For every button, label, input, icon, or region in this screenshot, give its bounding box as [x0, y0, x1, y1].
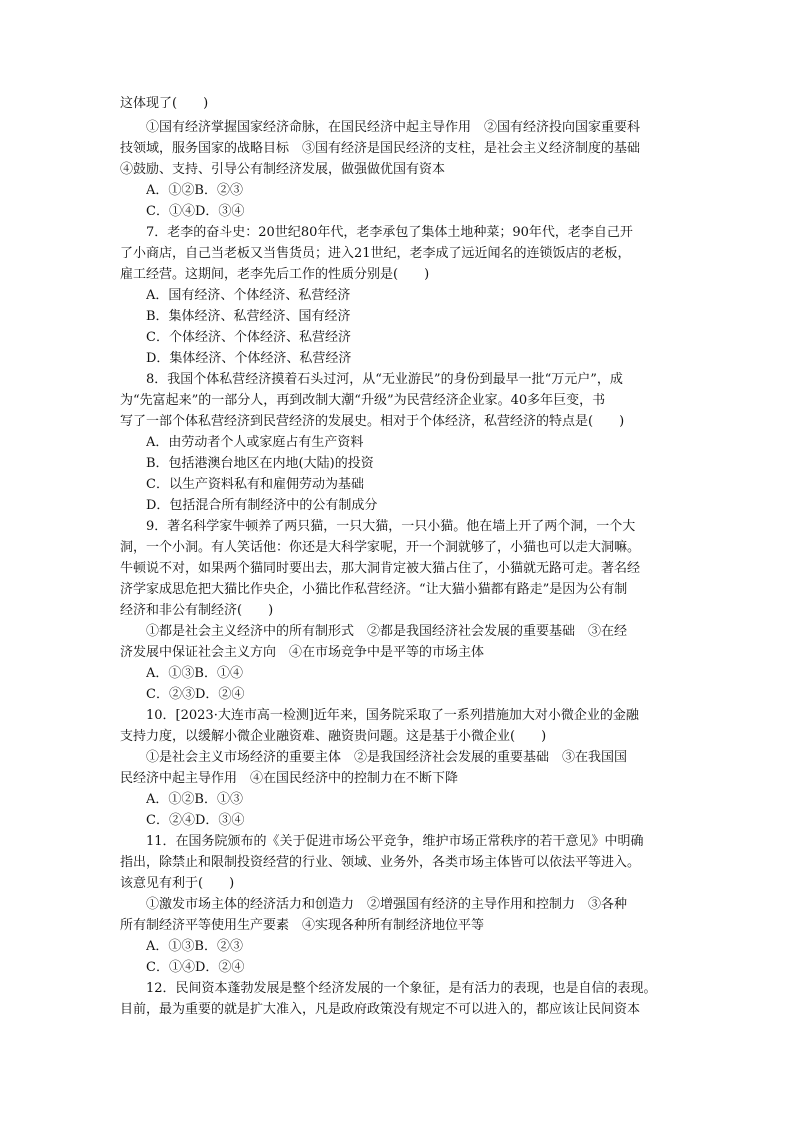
text-line: ①激发市场主体的经济活力和创造力 ②增强国有经济的主导作用和控制力 ③各种 — [146, 897, 628, 912]
answer-options: C．②④D．③④ — [146, 813, 245, 828]
text-line: 写了一部个体私营经济到民营经济的发展史。相对于个体经济，私营经济的特点是( ) — [120, 414, 625, 429]
answer-options: A．①③B．①④ — [146, 666, 243, 681]
answer-options: C．②③D．②④ — [146, 687, 245, 702]
answer-option: A．由劳动者个人或家庭占有生产资料 — [146, 435, 364, 450]
text-line: ①是社会主义市场经济的重要主体 ②是我国经济社会发展的重要基础 ③在我国国 — [146, 750, 628, 765]
answer-option: D．集体经济、个体经济、私营经济 — [146, 351, 352, 366]
text-line: 为“先富起来”的一部分人，再到改制大潮“升级”为民营经济企业家。40多年巨变，书 — [120, 393, 606, 408]
answer-options: C．①④D．②④ — [146, 960, 245, 975]
answer-options: A．①③B．②③ — [146, 939, 243, 954]
text-line: 洞，一个小洞。有人笑话他：你还是大科学家呢，开一个洞就够了，小猫也可以走大洞嘛。 — [120, 540, 641, 555]
text-line: ④鼓励、支持、引导公有制经济发展，做强做优国有资本 — [120, 162, 446, 177]
text-line: 该意见有利于( ) — [120, 876, 235, 891]
question-10: 10．[2023·大连市高一检测]近年来，国务院采取了一系列措施加大对小微企业的金融 — [146, 708, 639, 723]
question-11: 11．在国务院颁布的《关于促进市场公平竞争，维护市场正常秩序的若干意见》中明确 — [146, 834, 644, 849]
text-line: 技领域，服务国家的战略目标 ③国有经济是国民经济的支柱，是社会主义经济制度的基础 — [120, 141, 641, 156]
question-9: 9．著名科学家牛顿养了两只猫，一只大猫，一只小猫。他在墙上开了两个洞，一个大 — [146, 519, 636, 534]
text-line: 所有制经济平等使用生产要素 ④实现各种所有制经济地位平等 — [120, 918, 485, 933]
text-line: 这体现了( ) — [120, 96, 209, 111]
text-line: 支持力度，以缓解小微企业融资难、融资贵问题。这是基于小微企业( ) — [120, 729, 547, 744]
answer-option: C．个体经济、个体经济、私营经济 — [146, 330, 351, 345]
question-12: 12．民间资本蓬勃发展是整个经济发展的一个象征，是有活力的表现，也是自信的表现。 — [146, 981, 657, 996]
text-line: 牛顿说不对，如果两个猫同时要出去，那大洞肯定被大猫占住了，小猫就无路可走。著名经 — [120, 561, 641, 576]
question-8: 8．我国个体私营经济摸着石头过河，从“无业游民”的身份到最早一批“万元户”，成 — [146, 372, 623, 387]
answer-option: A．国有经济、个体经济、私营经济 — [146, 288, 351, 303]
text-line: 民经济中起主导作用 ④在国民经济中的控制力在不断下降 — [120, 771, 459, 786]
answer-option: B．包括港澳台地区在内地(大陆)的投资 — [146, 456, 374, 471]
text-line: ①国有经济掌握国家经济命脉，在国民经济中起主导作用 ②国有经济投向国家重要科 — [146, 120, 641, 135]
answer-option: D．包括混合所有制经济中的公有制成分 — [146, 498, 378, 513]
answer-options: A．①②B．②③ — [146, 183, 243, 198]
text-line: ①都是社会主义经济中的所有制形式 ②都是我国经济社会发展的重要基础 ③在经 — [146, 624, 628, 639]
text-line: 目前，最为重要的就是扩大准入，凡是政府政策没有规定不可以进入的，都应该让民间资本 — [120, 1002, 641, 1017]
answer-option: C．以生产资料私有和雇佣劳动为基础 — [146, 477, 364, 492]
text-line: 指出，除禁止和限制投资经营的行业、领域、业务外，各类市场主体皆可以依法平等进入。 — [120, 855, 641, 870]
text-line: 济学家成思危把大猫比作央企，小猫比作私营经济。“让大猫小猫都有路走”是因为公有制 — [120, 582, 628, 597]
answer-options: C．①④D．③④ — [146, 204, 245, 219]
text-line: 雇工经营。这期间，老李先后工作的性质分别是( ) — [120, 267, 430, 282]
answer-option: B．集体经济、私营经济、国有经济 — [146, 309, 351, 324]
text-line: 济发展中保证社会主义方向 ④在市场竞争中是平等的市场主体 — [120, 645, 485, 660]
text-line: 经济和非公有制经济( ) — [120, 603, 274, 618]
text-line: 了小商店，自己当老板又当售货员；进入21世纪，老李成了远近闻名的连锁饭店的老板， — [120, 246, 631, 261]
question-7: 7．老李的奋斗史：20世纪80年代，老李承包了集体土地种菜；90年代，老李自己开 — [146, 225, 633, 240]
answer-options: A．①②B．①③ — [146, 792, 243, 807]
